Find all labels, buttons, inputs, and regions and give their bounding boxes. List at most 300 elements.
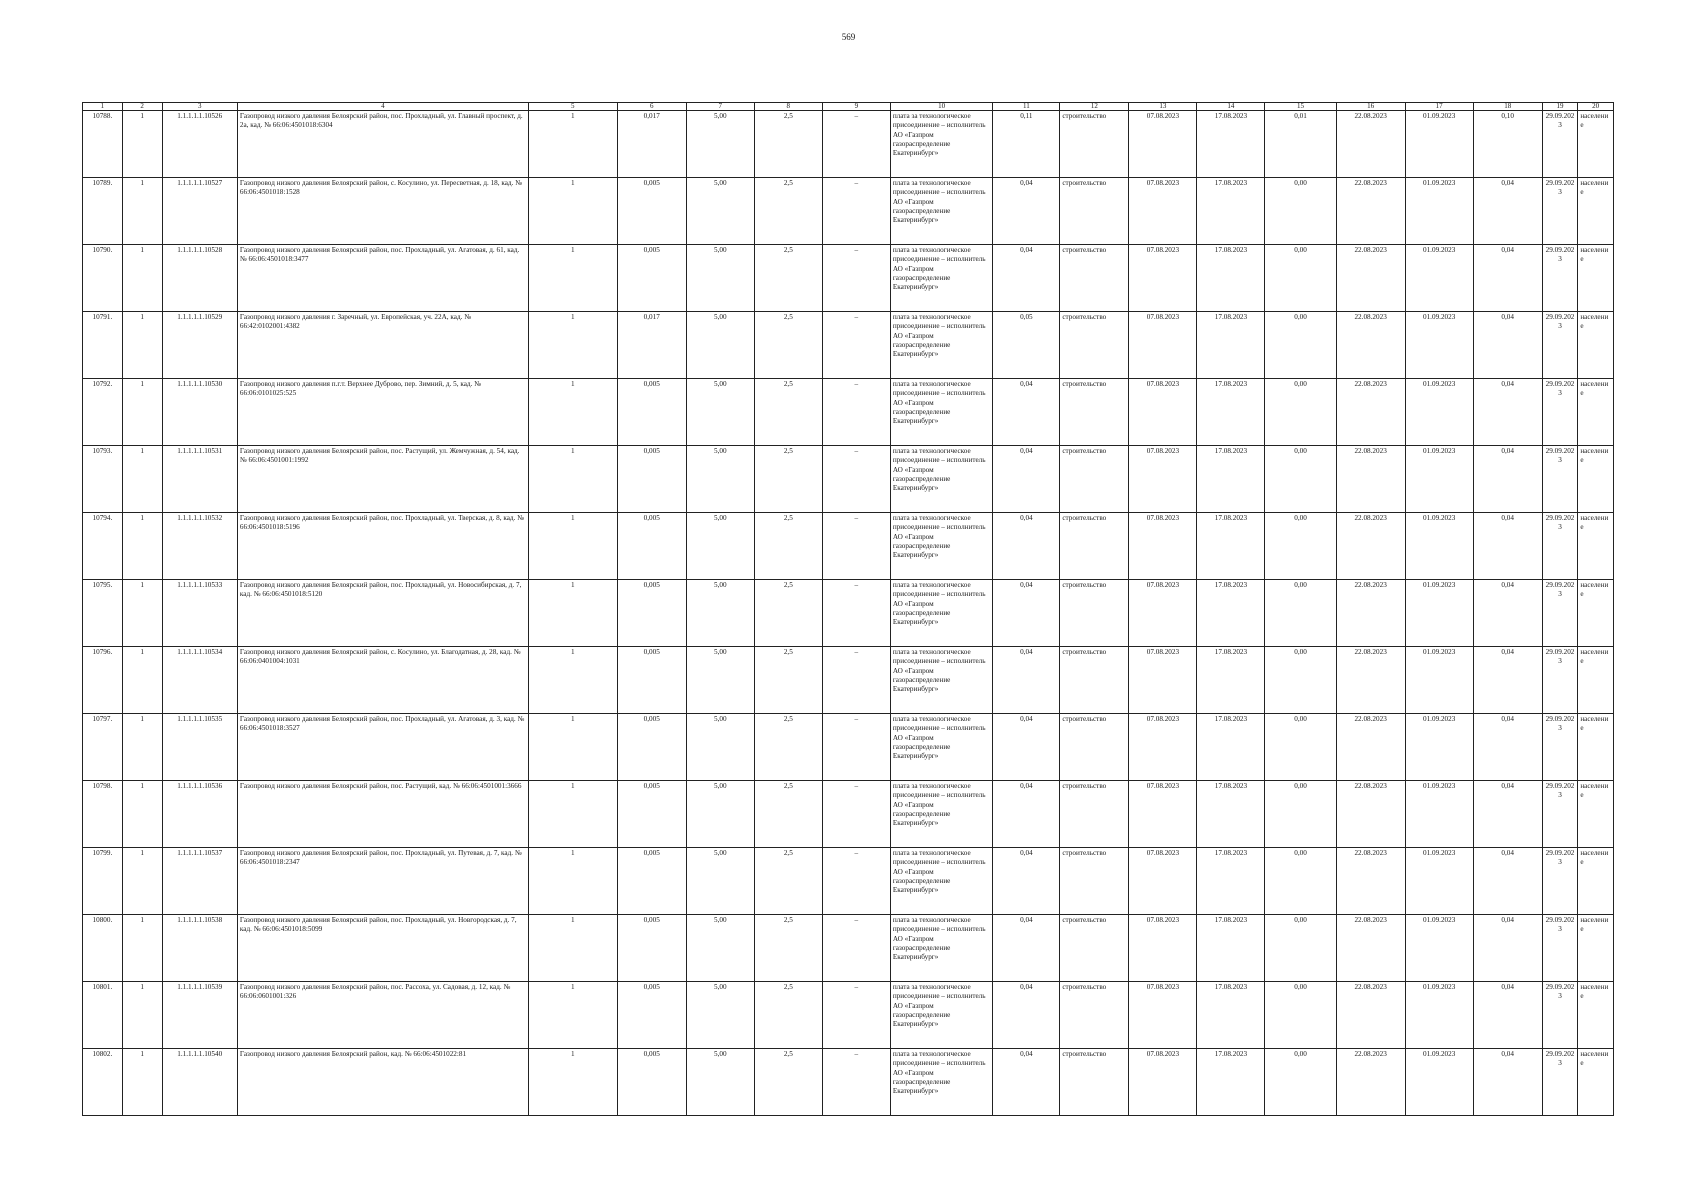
object-description: Газопровод низкого давления п.г.т. Верхнее Дуброво, пер. Зимний, д. 5, кад. № 66:06:0101025:525 [237,379,528,446]
work-type: строительство [1060,915,1129,982]
column-number: 3 [162,103,237,111]
column-8-value: 2,5 [754,982,822,1049]
date-17: 01.09.2023 [1405,446,1473,513]
row-number: 10789. [83,178,123,245]
object-description: Газопровод низкого давления Белоярский район, пос. Прохладный, ул. Тверская, д. 8, кад. № 66:06:4501018:5196 [237,513,528,580]
funding-source: плата за технологическое присоединение – исполнитель АО «Газпром газораспределение Екатеринбург» [890,982,993,1049]
column-9-value: – [822,513,890,580]
row-number: 10788. [83,111,123,178]
column-2-value: 1 [122,848,162,915]
column-8-value: 2,5 [754,848,822,915]
start-date: 07.08.2023 [1129,245,1197,312]
date-19: 29.09.2023 [1542,580,1578,647]
table-row [83,178,1614,245]
column-5-value: 1 [528,245,617,312]
table-row [83,647,1614,714]
funding-source: плата за технологическое присоединение – исполнитель АО «Газпром газораспределение Екатеринбург» [890,111,993,178]
date-17: 01.09.2023 [1405,781,1473,848]
consumer-category: население [1578,580,1614,647]
column-5-value: 1 [528,446,617,513]
column-5-value: 1 [528,580,617,647]
column-5-value: 1 [528,111,617,178]
column-7-value: 5,00 [686,178,754,245]
start-date: 07.08.2023 [1129,312,1197,379]
column-18-value: 0,04 [1473,714,1542,781]
column-9-value: – [822,580,890,647]
object-description: Газопровод низкого давления Белоярский район, пос. Прохладный, ул. Агатовая, д. 3, кад. № 66:06:4501018:3527 [237,714,528,781]
object-description: Газопровод низкого давления Белоярский район, с. Косулино, ул. Пересветная, д. 18, кад. № 66:06:4501018:1528 [237,178,528,245]
column-8-value: 2,5 [754,178,822,245]
end-date: 17.08.2023 [1197,379,1265,446]
row-number: 10790. [83,245,123,312]
object-code: 1.1.1.1.1.10537 [162,848,237,915]
consumer-category: население [1578,446,1614,513]
column-5-value: 1 [528,915,617,982]
table-row [83,848,1614,915]
column-5-value: 1 [528,781,617,848]
date-17: 01.09.2023 [1405,312,1473,379]
column-8-value: 2,5 [754,915,822,982]
column-11-value: 0,11 [993,111,1060,178]
column-15-value: 0,00 [1265,1049,1336,1116]
consumer-category: население [1578,111,1614,178]
start-date: 07.08.2023 [1129,714,1197,781]
column-11-value: 0,05 [993,312,1060,379]
column-2-value: 1 [122,446,162,513]
column-5-value: 1 [528,178,617,245]
object-description: Газопровод низкого давления Белоярский район, пос. Прохладный, ул. Путевая, д. 7, кад. № 66:06:4501018:2347 [237,848,528,915]
column-number: 19 [1542,103,1578,111]
date-19: 29.09.2023 [1542,915,1578,982]
column-7-value: 5,00 [686,111,754,178]
object-description: Газопровод низкого давления г. Заречный, ул. Европейская, уч. 22А, кад. № 66:42:0102001:4382 [237,312,528,379]
column-11-value: 0,04 [993,781,1060,848]
date-16: 22.08.2023 [1336,312,1405,379]
column-9-value: – [822,379,890,446]
row-number: 10799. [83,848,123,915]
column-2-value: 1 [122,1049,162,1116]
column-9-value: – [822,312,890,379]
date-17: 01.09.2023 [1405,379,1473,446]
date-17: 01.09.2023 [1405,647,1473,714]
column-15-value: 0,00 [1265,781,1336,848]
column-number: 4 [237,103,528,111]
column-15-value: 0,00 [1265,982,1336,1049]
column-11-value: 0,04 [993,1049,1060,1116]
column-7-value: 5,00 [686,379,754,446]
column-8-value: 2,5 [754,513,822,580]
column-15-value: 0,00 [1265,580,1336,647]
object-description: Газопровод низкого давления Белоярский район, пос. Рассоха, ул. Садовая, д. 12, кад. № 66:06:0601001:326 [237,982,528,1049]
consumer-category: население [1578,513,1614,580]
start-date: 07.08.2023 [1129,1049,1197,1116]
work-type: строительство [1060,446,1129,513]
date-19: 29.09.2023 [1542,245,1578,312]
column-7-value: 5,00 [686,245,754,312]
object-code: 1.1.1.1.1.10539 [162,982,237,1049]
column-6-value: 0,005 [617,178,686,245]
column-6-value: 0,017 [617,312,686,379]
date-16: 22.08.2023 [1336,178,1405,245]
column-6-value: 0,005 [617,245,686,312]
column-18-value: 0,04 [1473,915,1542,982]
column-18-value: 0,10 [1473,111,1542,178]
column-6-value: 0,005 [617,714,686,781]
column-number: 20 [1578,103,1614,111]
date-17: 01.09.2023 [1405,1049,1473,1116]
object-code: 1.1.1.1.1.10535 [162,714,237,781]
table-row [83,915,1614,982]
work-type: строительство [1060,379,1129,446]
page-number: 569 [841,32,856,42]
date-17: 01.09.2023 [1405,178,1473,245]
start-date: 07.08.2023 [1129,647,1197,714]
work-type: строительство [1060,245,1129,312]
object-code: 1.1.1.1.1.10534 [162,647,237,714]
end-date: 17.08.2023 [1197,245,1265,312]
column-number: 12 [1060,103,1129,111]
column-18-value: 0,04 [1473,848,1542,915]
table-row [83,312,1614,379]
consumer-category: население [1578,1049,1614,1116]
column-8-value: 2,5 [754,111,822,178]
consumer-category: население [1578,781,1614,848]
column-number: 14 [1197,103,1265,111]
column-5-value: 1 [528,312,617,379]
column-number: 5 [528,103,617,111]
table-row [83,714,1614,781]
table-row [83,1049,1614,1116]
date-16: 22.08.2023 [1336,915,1405,982]
date-19: 29.09.2023 [1542,1049,1578,1116]
date-19: 29.09.2023 [1542,647,1578,714]
column-7-value: 5,00 [686,513,754,580]
object-code: 1.1.1.1.1.10531 [162,446,237,513]
start-date: 07.08.2023 [1129,178,1197,245]
column-18-value: 0,04 [1473,312,1542,379]
work-type: строительство [1060,580,1129,647]
consumer-category: население [1578,982,1614,1049]
date-17: 01.09.2023 [1405,982,1473,1049]
column-6-value: 0,005 [617,513,686,580]
start-date: 07.08.2023 [1129,781,1197,848]
column-9-value: – [822,245,890,312]
column-9-value: – [822,915,890,982]
column-5-value: 1 [528,1049,617,1116]
date-16: 22.08.2023 [1336,1049,1405,1116]
column-9-value: – [822,848,890,915]
end-date: 17.08.2023 [1197,312,1265,379]
column-number: 8 [754,103,822,111]
column-15-value: 0,00 [1265,714,1336,781]
column-6-value: 0,005 [617,915,686,982]
date-17: 01.09.2023 [1405,915,1473,982]
column-5-value: 1 [528,848,617,915]
work-type: строительство [1060,982,1129,1049]
column-18-value: 0,04 [1473,580,1542,647]
date-16: 22.08.2023 [1336,446,1405,513]
column-18-value: 0,04 [1473,781,1542,848]
column-number: 10 [890,103,993,111]
object-description: Газопровод низкого давления Белоярский район, пос. Прохладный, ул. Агатовая, д. 61, кад. № 66:06:4501018:3477 [237,245,528,312]
start-date: 07.08.2023 [1129,513,1197,580]
date-19: 29.09.2023 [1542,446,1578,513]
funding-source: плата за технологическое присоединение – исполнитель АО «Газпром газораспределение Екатеринбург» [890,245,993,312]
table-row [83,245,1614,312]
object-description: Газопровод низкого давления Белоярский район, пос. Растущий, ул. Жемчужная, д. 54, кад. № 66:06:4501001:1992 [237,446,528,513]
column-7-value: 5,00 [686,312,754,379]
column-number: 6 [617,103,686,111]
column-number: 13 [1129,103,1197,111]
funding-source: плата за технологическое присоединение – исполнитель АО «Газпром газораспределение Екатеринбург» [890,647,993,714]
date-16: 22.08.2023 [1336,245,1405,312]
column-2-value: 1 [122,513,162,580]
column-5-value: 1 [528,513,617,580]
column-11-value: 0,04 [993,714,1060,781]
date-17: 01.09.2023 [1405,714,1473,781]
consumer-category: население [1578,379,1614,446]
start-date: 07.08.2023 [1129,580,1197,647]
date-19: 29.09.2023 [1542,111,1578,178]
date-17: 01.09.2023 [1405,848,1473,915]
funding-source: плата за технологическое присоединение – исполнитель АО «Газпром газораспределение Екатеринбург» [890,178,993,245]
end-date: 17.08.2023 [1197,446,1265,513]
column-7-value: 5,00 [686,982,754,1049]
work-type: строительство [1060,647,1129,714]
object-code: 1.1.1.1.1.10528 [162,245,237,312]
column-11-value: 0,04 [993,379,1060,446]
date-16: 22.08.2023 [1336,111,1405,178]
column-7-value: 5,00 [686,714,754,781]
date-17: 01.09.2023 [1405,513,1473,580]
consumer-category: население [1578,714,1614,781]
row-number: 10798. [83,781,123,848]
start-date: 07.08.2023 [1129,848,1197,915]
column-6-value: 0,005 [617,580,686,647]
column-8-value: 2,5 [754,379,822,446]
object-code: 1.1.1.1.1.10540 [162,1049,237,1116]
column-18-value: 0,04 [1473,245,1542,312]
row-number: 10792. [83,379,123,446]
end-date: 17.08.2023 [1197,1049,1265,1116]
column-number: 9 [822,103,890,111]
work-type: строительство [1060,178,1129,245]
column-8-value: 2,5 [754,647,822,714]
date-17: 01.09.2023 [1405,245,1473,312]
column-5-value: 1 [528,379,617,446]
column-11-value: 0,04 [993,848,1060,915]
end-date: 17.08.2023 [1197,915,1265,982]
funding-source: плата за технологическое присоединение – исполнитель АО «Газпром газораспределение Екатеринбург» [890,379,993,446]
object-description: Газопровод низкого давления Белоярский район, пос. Прохладный, ул. Новгородская, д. 7, кад. № 66:06:4501018:5099 [237,915,528,982]
end-date: 17.08.2023 [1197,848,1265,915]
column-15-value: 0,00 [1265,379,1336,446]
date-16: 22.08.2023 [1336,580,1405,647]
column-7-value: 5,00 [686,781,754,848]
date-19: 29.09.2023 [1542,714,1578,781]
table-row [83,982,1614,1049]
date-16: 22.08.2023 [1336,714,1405,781]
date-17: 01.09.2023 [1405,580,1473,647]
column-11-value: 0,04 [993,982,1060,1049]
column-7-value: 5,00 [686,915,754,982]
consumer-category: население [1578,312,1614,379]
column-number: 2 [122,103,162,111]
object-code: 1.1.1.1.1.10533 [162,580,237,647]
column-9-value: – [822,647,890,714]
row-number: 10797. [83,714,123,781]
column-7-value: 5,00 [686,580,754,647]
work-type: строительство [1060,312,1129,379]
date-19: 29.09.2023 [1542,178,1578,245]
column-6-value: 0,005 [617,647,686,714]
column-11-value: 0,04 [993,647,1060,714]
date-16: 22.08.2023 [1336,379,1405,446]
column-6-value: 0,005 [617,379,686,446]
column-8-value: 2,5 [754,714,822,781]
column-6-value: 0,005 [617,848,686,915]
table-row [83,111,1614,178]
column-2-value: 1 [122,580,162,647]
date-16: 22.08.2023 [1336,848,1405,915]
end-date: 17.08.2023 [1197,580,1265,647]
date-19: 29.09.2023 [1542,982,1578,1049]
column-2-value: 1 [122,915,162,982]
table-row [83,580,1614,647]
row-number: 10794. [83,513,123,580]
start-date: 07.08.2023 [1129,111,1197,178]
start-date: 07.08.2023 [1129,982,1197,1049]
row-number: 10802. [83,1049,123,1116]
register-table [82,102,1614,1116]
start-date: 07.08.2023 [1129,915,1197,982]
table-row [83,781,1614,848]
column-6-value: 0,005 [617,982,686,1049]
column-7-value: 5,00 [686,1049,754,1116]
funding-source: плата за технологическое присоединение – исполнитель АО «Газпром газораспределение Екатеринбург» [890,312,993,379]
object-code: 1.1.1.1.1.10536 [162,781,237,848]
column-2-value: 1 [122,178,162,245]
column-9-value: – [822,982,890,1049]
column-8-value: 2,5 [754,580,822,647]
column-9-value: – [822,714,890,781]
end-date: 17.08.2023 [1197,781,1265,848]
funding-source: плата за технологическое присоединение – исполнитель АО «Газпром газораспределение Екатеринбург» [890,446,993,513]
column-18-value: 0,04 [1473,178,1542,245]
column-15-value: 0,00 [1265,178,1336,245]
column-11-value: 0,04 [993,245,1060,312]
funding-source: плата за технологическое присоединение – исполнитель АО «Газпром газораспределение Екатеринбург» [890,848,993,915]
row-number: 10796. [83,647,123,714]
table-row [83,379,1614,446]
object-code: 1.1.1.1.1.10526 [162,111,237,178]
funding-source: плата за технологическое присоединение – исполнитель АО «Газпром газораспределение Екатеринбург» [890,714,993,781]
consumer-category: население [1578,848,1614,915]
start-date: 07.08.2023 [1129,446,1197,513]
column-2-value: 1 [122,982,162,1049]
column-number-row [83,103,1614,111]
column-15-value: 0,00 [1265,647,1336,714]
date-16: 22.08.2023 [1336,513,1405,580]
column-15-value: 0,01 [1265,111,1336,178]
column-number: 1 [83,103,123,111]
column-number: 18 [1473,103,1542,111]
column-2-value: 1 [122,379,162,446]
column-7-value: 5,00 [686,647,754,714]
column-7-value: 5,00 [686,446,754,513]
column-18-value: 0,04 [1473,982,1542,1049]
funding-source: плата за технологическое присоединение – исполнитель АО «Газпром газораспределение Екатеринбург» [890,513,993,580]
column-2-value: 1 [122,245,162,312]
object-code: 1.1.1.1.1.10538 [162,915,237,982]
date-16: 22.08.2023 [1336,647,1405,714]
work-type: строительство [1060,513,1129,580]
date-16: 22.08.2023 [1336,982,1405,1049]
column-15-value: 0,00 [1265,848,1336,915]
column-8-value: 2,5 [754,245,822,312]
consumer-category: население [1578,915,1614,982]
column-2-value: 1 [122,111,162,178]
column-9-value: – [822,781,890,848]
column-9-value: – [822,446,890,513]
consumer-category: население [1578,245,1614,312]
column-18-value: 0,04 [1473,513,1542,580]
date-19: 29.09.2023 [1542,379,1578,446]
row-number: 10793. [83,446,123,513]
column-11-value: 0,04 [993,580,1060,647]
funding-source: плата за технологическое присоединение – исполнитель АО «Газпром газораспределение Екатеринбург» [890,1049,993,1116]
column-5-value: 1 [528,647,617,714]
column-15-value: 0,00 [1265,245,1336,312]
date-16: 22.08.2023 [1336,781,1405,848]
date-19: 29.09.2023 [1542,312,1578,379]
column-18-value: 0,04 [1473,446,1542,513]
date-19: 29.09.2023 [1542,513,1578,580]
column-8-value: 2,5 [754,312,822,379]
object-description: Газопровод низкого давления Белоярский район, пос. Прохладный, ул. Главный проспект, д. 2а, кад. № 66:06:4501018:6304 [237,111,528,178]
column-number: 17 [1405,103,1473,111]
start-date: 07.08.2023 [1129,379,1197,446]
consumer-category: население [1578,647,1614,714]
column-18-value: 0,04 [1473,647,1542,714]
column-8-value: 2,5 [754,1049,822,1116]
column-7-value: 5,00 [686,848,754,915]
end-date: 17.08.2023 [1197,982,1265,1049]
object-code: 1.1.1.1.1.10532 [162,513,237,580]
work-type: строительство [1060,1049,1129,1116]
column-8-value: 2,5 [754,446,822,513]
object-description: Газопровод низкого давления Белоярский район, с. Косулино, ул. Благодатная, д. 28, кад. № 66:06:0401004:1031 [237,647,528,714]
column-15-value: 0,00 [1265,312,1336,379]
object-code: 1.1.1.1.1.10529 [162,312,237,379]
work-type: строительство [1060,714,1129,781]
column-6-value: 0,005 [617,446,686,513]
object-description: Газопровод низкого давления Белоярский район, кад. № 66:06:4501022:81 [237,1049,528,1116]
column-6-value: 0,005 [617,781,686,848]
column-2-value: 1 [122,647,162,714]
column-9-value: – [822,178,890,245]
column-number: 15 [1265,103,1336,111]
column-6-value: 0,017 [617,111,686,178]
object-description: Газопровод низкого давления Белоярский район, пос. Прохладный, ул. Новосибирская, д. 7, кад. № 66:06:4501018:5120 [237,580,528,647]
funding-source: плата за технологическое присоединение – исполнитель АО «Газпром газораспределение Екатеринбург» [890,781,993,848]
funding-source: плата за технологическое присоединение – исполнитель АО «Газпром газораспределение Екатеринбург» [890,580,993,647]
row-number: 10800. [83,915,123,982]
column-15-value: 0,00 [1265,915,1336,982]
column-11-value: 0,04 [993,513,1060,580]
column-2-value: 1 [122,781,162,848]
object-code: 1.1.1.1.1.10527 [162,178,237,245]
